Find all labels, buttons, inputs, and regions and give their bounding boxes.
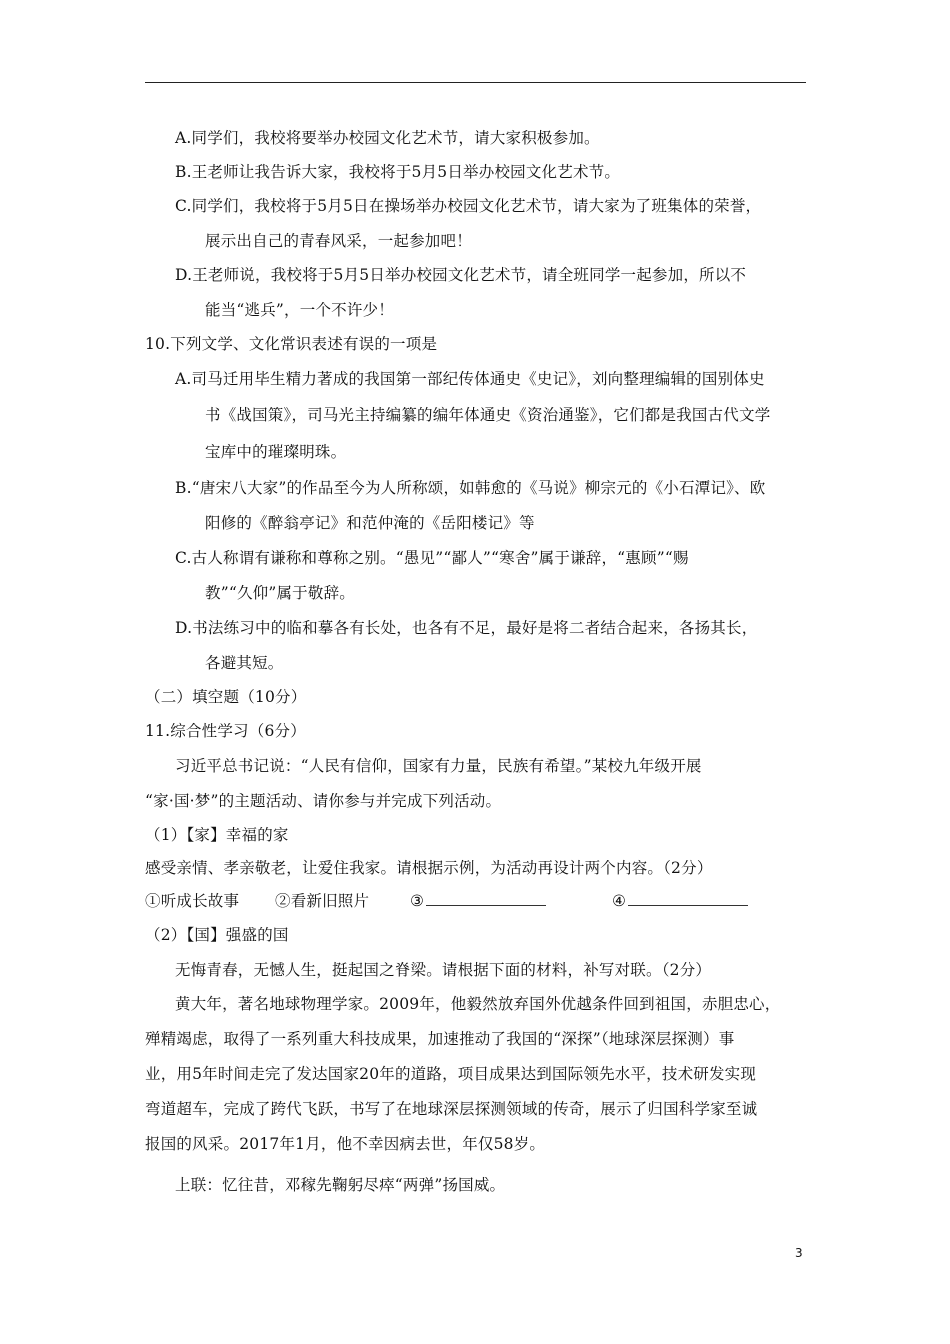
q10-option-c-line1: C.古人称谓有谦称和尊称之别。“愚见”“鄙人”“寒舍”属于谦辞，“惠顾”“赐	[175, 549, 689, 567]
couplet-upper: 上联：忆往昔，邓稼先鞠躬尽瘁“两弹”扬国威。	[175, 1176, 506, 1194]
q11-intro-line2: “家·国·梦”的主题活动、请你参与并完成下列活动。	[145, 792, 502, 810]
answer-3-blank[interactable]	[426, 891, 546, 906]
header-rule	[145, 82, 806, 83]
q11-intro-line1: 习近平总书记说：“人民有信仰，国家有力量，民族有希望。”某校九年级开展	[175, 757, 702, 775]
page-number: 3	[795, 1246, 803, 1260]
q10-stem: 10.下列文学、文化常识表述有误的一项是	[145, 335, 438, 353]
q9-option-c-line2: 展示出自己的青春风采，一起参加吧！	[205, 232, 472, 250]
q10-option-d-line2: 各避其短。	[205, 654, 284, 672]
material-line4: 弯道超车，完成了跨代飞跃，书写了在地球深层探测领域的传奇，展示了归国科学家至诚	[145, 1100, 758, 1118]
q9-option-c-line1: C.同学们，我校将于5月5日在操场举办校园文化艺术节，请大家为了班集体的荣誉，	[175, 197, 762, 215]
part1-answer-3	[410, 891, 546, 911]
material-line2: 殚精竭虑，取得了一系列重大科技成果，加速推动了我国的“深探”（地球深层探测）事	[145, 1030, 735, 1048]
material-line5: 报国的风采。2017年1月，他不幸因病去世，年仅58岁。	[145, 1135, 546, 1153]
material-line1: 黄大年，著名地球物理学家。2009年，他毅然放弃国外优越条件回到祖国，赤胆忠心，	[175, 995, 781, 1013]
material-line3: 业，用5年时间走完了发达国家20年的道路，项目成果达到国际领先水平，技术研发实现	[145, 1065, 757, 1083]
q10-option-d-line1: D.书法练习中的临和摹各有长处，也各有不足，最好是将二者结合起来，各扬其长，	[175, 619, 758, 637]
q10-option-c-line2: 教”“久仰”属于敬辞。	[205, 584, 355, 602]
q9-option-b: B.王老师让我告诉大家，我校将于5月5日举办校园文化艺术节。	[175, 163, 621, 181]
q9-option-d-line1: D.王老师说，我校将于5月5日举办校园文化艺术节，请全班同学一起参加，所以不	[175, 266, 747, 284]
answer-4-blank[interactable]	[628, 891, 748, 906]
answer-3-label: ③	[410, 892, 425, 910]
q10-option-a-line1: A.司马迁用毕生精力著成的我国第一部纪传体通史《史记》，刘向整理编辑的国别体史	[175, 370, 765, 388]
part1-example-2: ②看新旧照片	[275, 892, 370, 910]
part1-answer-4	[612, 891, 748, 911]
q11-title: 11.综合性学习（6分）	[145, 722, 306, 740]
part1-description: 感受亲情、孝亲敬老，让爱住我家。请根据示例，为活动再设计两个内容。（2分）	[145, 859, 713, 877]
q10-option-a-line3: 宝库中的璀璨明珠。	[205, 443, 347, 461]
part1-title: （1）【家】幸福的家	[145, 826, 289, 844]
part1-example-1: ①听成长故事	[145, 892, 240, 910]
q10-option-a-line2: 书《战国策》，司马光主持编纂的编年体通史《资治通鉴》，它们都是我国古代文学	[205, 406, 771, 424]
part2-title: （2）【国】强盛的国	[145, 926, 289, 944]
q10-option-b-line2: 阳修的《醉翁亭记》和范仲淹的《岳阳楼记》等	[205, 514, 535, 532]
q9-option-d-line2: 能当“逃兵”，一个不许少！	[205, 301, 394, 319]
answer-4-label: ④	[612, 892, 627, 910]
section-heading: （二）填空题（10分）	[145, 688, 307, 706]
part2-description: 无悔青春，无憾人生，挺起国之脊梁。请根据下面的材料，补写对联。（2分）	[175, 961, 712, 979]
q9-option-a: A.同学们，我校将要举办校园文化艺术节，请大家积极参加。	[175, 129, 600, 147]
q10-option-b-line1: B.“唐宋八大家”的作品至今为人所称颂，如韩愈的《马说》柳宗元的《小石潭记》、欧	[175, 479, 766, 497]
